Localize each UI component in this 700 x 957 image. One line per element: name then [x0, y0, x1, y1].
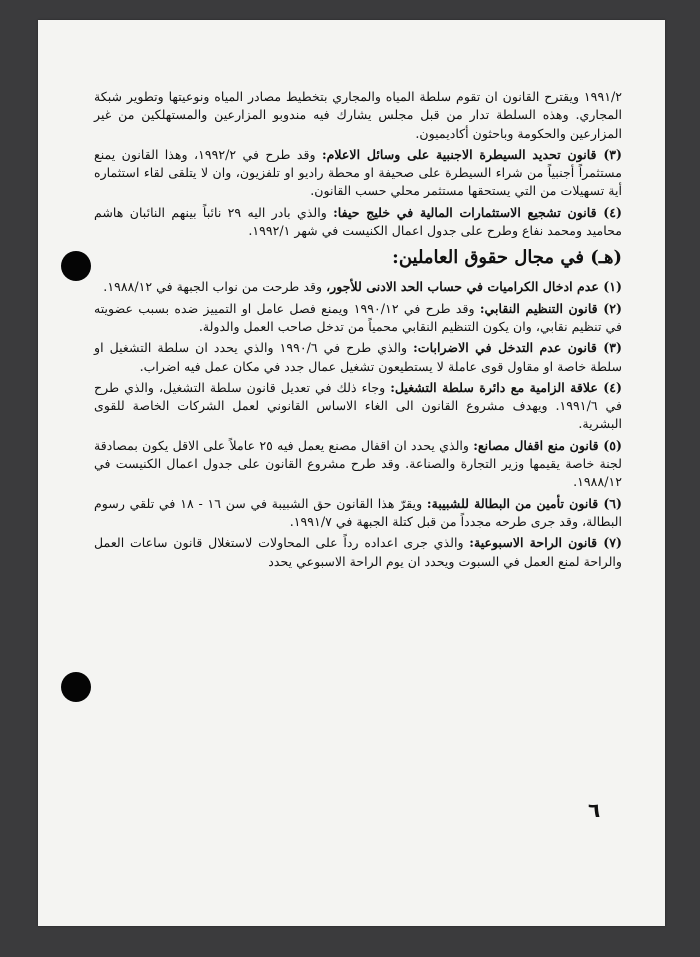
document-page	[38, 20, 665, 926]
law-item	[94, 495, 622, 532]
law-body: وقد طرحت من نواب الجبهة في ١٩٨٨/١٢.	[103, 279, 327, 295]
law-heading: (٦) قانون تأمين من البطالة للشبيبة:	[426, 495, 623, 511]
law-body: والذي يحدد ان اقفال مصنع يعمل فيه ٢٥ عاملاً على الاقل يكون بمصادقة لجنة خاصة يقيمها وزير التجارة والصناعة. وقد طرح مشروع القانون على جدول اعمال الكنيست في ١٩٨٨/١٢.	[94, 437, 622, 490]
punch-hole-bottom	[61, 672, 91, 702]
law-item	[94, 437, 622, 492]
law-body: وقد طرح في ١٩٩٢/٢، وهذا القانون يمنع مستثمراً أجنبياً من شراء السيطرة على صحيفة او محطة راديو او تلفزيون، وان لا يتلقى لقاء استثماره أية تسهيلات من التي يستحقها مستثمر محلي حسب القانون.	[94, 146, 622, 199]
punch-hole-top	[61, 251, 91, 281]
law-item	[94, 300, 622, 337]
law-body: وجاء ذلك في تعديل قانون سلطة التشغيل، والذي طرح في ١٩٩١/٦. ويهدف مشروع القانون الى الغاء الاساس القانوني لعمل الشركات الخاصة للقوى البشرية.	[94, 379, 622, 432]
law-item	[94, 534, 622, 571]
law-heading: (٤) علاقة الزامية مع دائرة سلطة التشغيل:	[390, 379, 622, 395]
law-heading: (٥) قانون منع اقفال مصانع:	[473, 437, 623, 453]
page-number: ٦	[588, 798, 601, 822]
law-body: والذي طرح في ١٩٩٠/٦ والذي يحدد ان سلطة التشغيل او سلطة خاصة او مقاول قوى عاملة لا يستطيعون تشغيل عمال جدد في مكان عمل فيه اضراب.	[94, 340, 622, 374]
law-heading: (٧) قانون الراحة الاسبوعية:	[469, 535, 622, 551]
law-heading: (٣) قانون تحديد السيطرة الاجنبية على وسائل الاعلام:	[321, 146, 623, 162]
law-body: وقد طرح في ١٩٩٠/١٢ ويمنع فصل عامل او التمييز ضده بسبب عضويته في تنظيم نقابي، وان يكون التنظيم النقابي محمياً من تدخل صاحب العمل والدولة.	[94, 300, 622, 334]
law-heading: (٤) قانون تشجيع الاستثمارات المالية في خليج حيفا:	[333, 204, 622, 220]
law-body: والذي جرى اعداده رداً على المحاولات لاستغلال قانون ساعات العمل والراحة لمنع العمل في السبوت ويحدد ان يوم الراحة الاسبوعي يحدد	[94, 535, 622, 569]
law-item	[94, 379, 622, 434]
law-item	[94, 278, 622, 296]
law-item	[94, 204, 622, 241]
law-item	[94, 339, 622, 376]
law-body: والذي بادر اليه ٢٩ نائباً بينهم النائبان هاشم محاميد ومحمد نفاع وطرح على جدول اعمال الكنيست في شهر ١٩٩٢/١.	[94, 204, 622, 239]
intro-paragraph: ١٩٩١/٢ ويقترح القانون ان تقوم سلطة المياه والمجاري بتخطيط مصادر المياه ونوعيتها وتطوير شبكة المجاري. وهذه السلطة تدار من قبل مجلس يشارك فيه مندوبو المزارعين والمستهلكين من غير المزارعين والحكومة وباحثون أكاديميون.	[94, 89, 622, 141]
law-item	[94, 146, 622, 201]
law-heading: (١) عدم ادخال الكراميات في حساب الحد الادنى للأجور،	[326, 279, 622, 295]
law-heading: (٢) قانون التنظيم النقابي:	[479, 300, 622, 316]
law-heading: (٣) قانون عدم التدخل في الاضرابات:	[413, 340, 622, 356]
section-heading: (هـ) في مجال حقوق العاملين:	[392, 247, 622, 269]
law-body: ويقرّ هذا القانون حق الشبيبة في سن ١٦ - ١٨ في تلقي رسوم البطالة، وقد جرى طرحه مجدداً من قبل كتلة الجبهة في ١٩٩١/٧.	[94, 495, 622, 529]
document-body	[94, 88, 622, 574]
